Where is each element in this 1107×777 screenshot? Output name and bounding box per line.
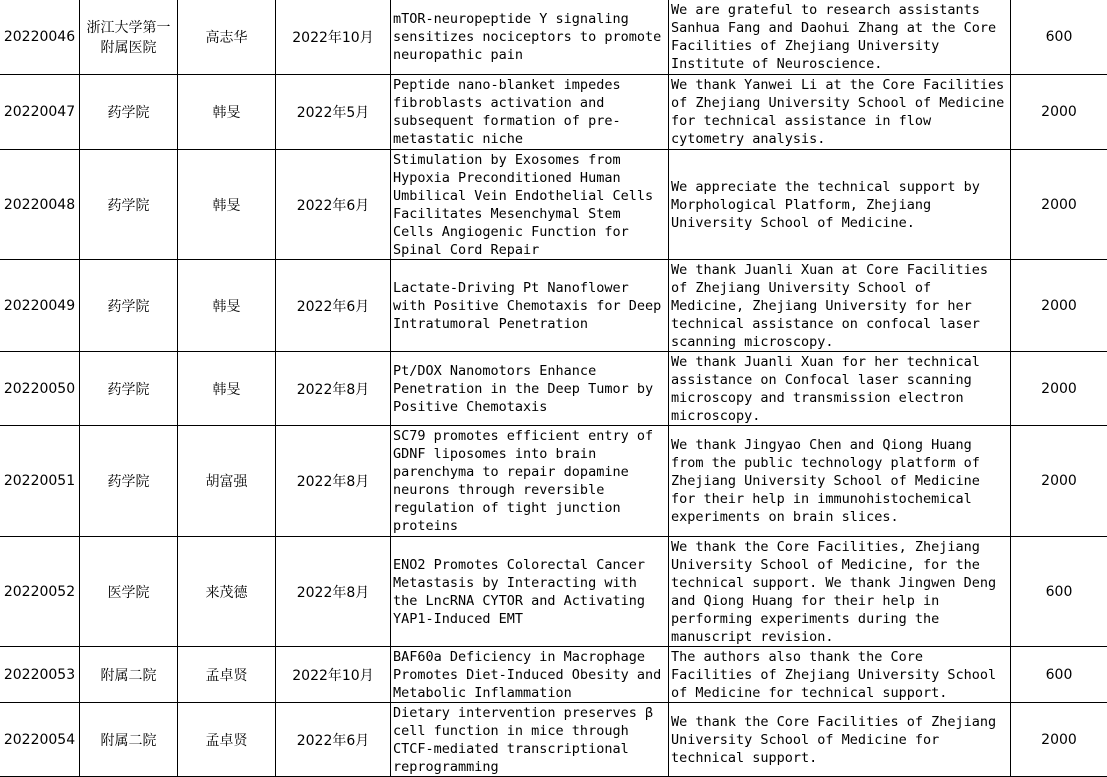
amount-cell: 2000 — [1011, 703, 1107, 777]
ack-cell: We are grateful to research assistants Sanhua Fang and Daohui Zhang at the Core Facilities of Zhejiang University Institute of Neuroscience. — [669, 0, 1011, 75]
title-cell: Peptide nano-blanket impedes fibroblasts activation and subsequent formation of pre-metastatic niche — [391, 75, 669, 150]
amount-cell: 600 — [1011, 647, 1107, 703]
dept-cell: 药学院 — [80, 75, 178, 150]
table-row — [0, 0, 1107, 75]
date-cell: 2022年10月 — [276, 0, 391, 75]
table-row — [0, 537, 1107, 647]
date-cell: 2022年8月 — [276, 537, 391, 647]
author-cell: 胡富强 — [178, 426, 276, 537]
date-cell: 2022年5月 — [276, 75, 391, 150]
id-cell: 20220049 — [0, 260, 80, 352]
amount-cell: 2000 — [1011, 260, 1107, 352]
date-cell: 2022年10月 — [276, 647, 391, 703]
title-cell: BAF60a Deficiency in Macrophage Promotes Diet-Induced Obesity and Metabolic Inflammation — [391, 647, 669, 703]
table-row — [0, 426, 1107, 537]
table-row — [0, 260, 1107, 352]
date-cell: 2022年6月 — [276, 150, 391, 260]
amount-cell: 2000 — [1011, 352, 1107, 426]
author-cell: 孟卓贤 — [178, 647, 276, 703]
id-cell: 20220047 — [0, 75, 80, 150]
dept-cell: 药学院 — [80, 260, 178, 352]
dept-cell: 药学院 — [80, 150, 178, 260]
date-cell: 2022年8月 — [276, 426, 391, 537]
table-row — [0, 150, 1107, 260]
dept-cell: 医学院 — [80, 537, 178, 647]
id-cell: 20220053 — [0, 647, 80, 703]
author-cell: 韩旻 — [178, 75, 276, 150]
id-cell: 20220054 — [0, 703, 80, 777]
dept-cell: 药学院 — [80, 426, 178, 537]
amount-cell: 2000 — [1011, 426, 1107, 537]
dept-cell: 浙江大学第一附属医院 — [80, 0, 178, 75]
ack-cell: We thank Jingyao Chen and Qiong Huang from the public technology platform of Zhejiang University School of Medicine for their help in immunohistochemical experiments on brain slices. — [669, 426, 1011, 537]
table-row — [0, 75, 1107, 150]
title-cell: Pt/DOX Nanomotors Enhance Penetration in the Deep Tumor by Positive Chemotaxis — [391, 352, 669, 426]
title-cell: Dietary intervention preserves β cell function in mice through CTCF-mediated transcriptional reprogramming — [391, 703, 669, 777]
dept-cell: 药学院 — [80, 352, 178, 426]
ack-cell: We thank Yanwei Li at the Core Facilities of Zhejiang University School of Medicine for technical assistance in flow cytometry analysis. — [669, 75, 1011, 150]
date-cell: 2022年8月 — [276, 352, 391, 426]
author-cell: 来茂德 — [178, 537, 276, 647]
date-cell: 2022年6月 — [276, 703, 391, 777]
ack-cell: The authors also thank the Core Facilities of Zhejiang University School of Medicine for technical support. — [669, 647, 1011, 703]
ack-cell: We thank Juanli Xuan for her technical assistance on Confocal laser scanning microscopy and transmission electron microscopy. — [669, 352, 1011, 426]
id-cell: 20220052 — [0, 537, 80, 647]
id-cell: 20220051 — [0, 426, 80, 537]
ack-cell: We appreciate the technical support by Morphological Platform, Zhejiang University School of Medicine. — [669, 150, 1011, 260]
title-cell: ENO2 Promotes Colorectal Cancer Metastasis by Interacting with the LncRNA CYTOR and Activating YAP1-Induced EMT — [391, 537, 669, 647]
title-cell: mTOR-neuropeptide Y signaling sensitizes nociceptors to promote neuropathic pain — [391, 0, 669, 75]
amount-cell: 600 — [1011, 537, 1107, 647]
date-cell: 2022年6月 — [276, 260, 391, 352]
author-cell: 韩旻 — [178, 150, 276, 260]
author-cell: 韩旻 — [178, 352, 276, 426]
table-row — [0, 647, 1107, 703]
id-cell: 20220048 — [0, 150, 80, 260]
table-row — [0, 703, 1107, 777]
author-cell: 高志华 — [178, 0, 276, 75]
title-cell: Lactate-Driving Pt Nanoflower with Positive Chemotaxis for Deep Intratumoral Penetration — [391, 260, 669, 352]
amount-cell: 2000 — [1011, 150, 1107, 260]
title-cell: Stimulation by Exosomes from Hypoxia Preconditioned Human Umbilical Vein Endothelial Cells Facilitates Mesenchymal Stem Cells Angiogenic Function for Spinal Cord Repair — [391, 150, 669, 260]
ack-cell: We thank the Core Facilities of Zhejiang University School of Medicine for technical support. — [669, 703, 1011, 777]
amount-cell: 2000 — [1011, 75, 1107, 150]
author-cell: 孟卓贤 — [178, 703, 276, 777]
amount-cell: 600 — [1011, 0, 1107, 75]
ack-cell: We thank Juanli Xuan at Core Facilities of Zhejiang University School of Medicine, Zhejiang University for her technical assistance on confocal laser scanning microscopy. — [669, 260, 1011, 352]
author-cell: 韩旻 — [178, 260, 276, 352]
title-cell: SC79 promotes efficient entry of GDNF liposomes into brain parenchyma to repair dopamine neurons through reversible regulation of tight junction proteins — [391, 426, 669, 537]
id-cell: 20220046 — [0, 0, 80, 75]
dept-cell: 附属二院 — [80, 647, 178, 703]
table-row — [0, 352, 1107, 426]
dept-cell: 附属二院 — [80, 703, 178, 777]
id-cell: 20220050 — [0, 352, 80, 426]
ack-cell: We thank the Core Facilities, Zhejiang University School of Medicine, for the technical support. We thank Jingwen Deng and Qiong Huang for their help in performing experiments during the manuscript revision. — [669, 537, 1011, 647]
